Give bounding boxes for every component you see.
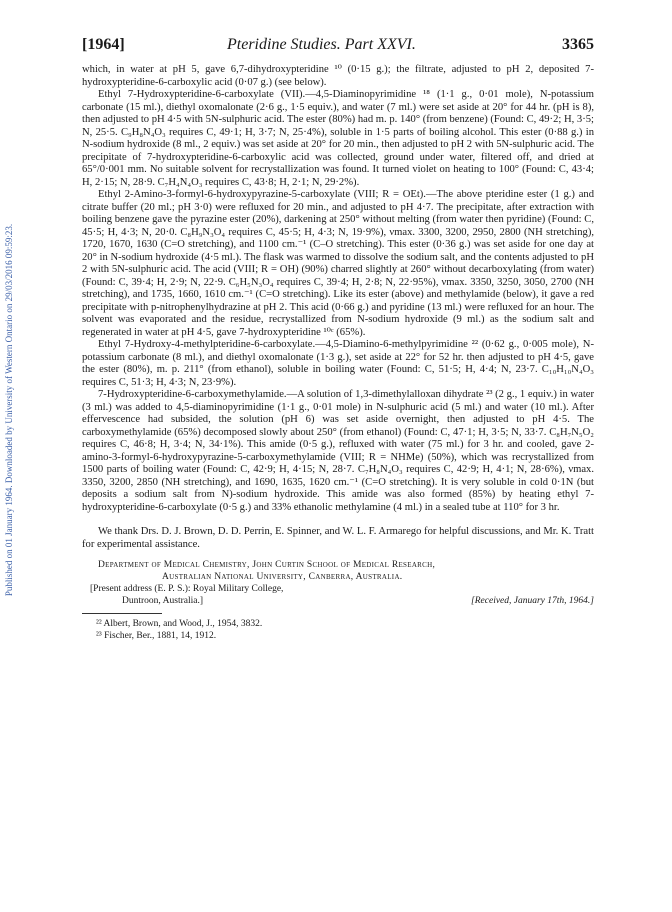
- article-body: [82, 64, 594, 642]
- footnote-divider: [82, 613, 162, 614]
- address-line: [Present address (E. P. S.): Royal Military College,: [90, 584, 284, 594]
- paragraph: Ethyl 7-Hydroxypteridine-6-carboxylate (VII).—4,5-Diaminopyrimidine ¹⁸ (1·1 g., 0·01 mole), N-potassium carbonate (15 ml.), diethyl oxomalonate (2·6 g., 1·5 equiv.), and water (7 ml.) were set aside at 20° for 44 hr. (pH is 8), then adjusted to pH 4·5 with 5N-sulphuric acid. The ester (80%) had m. p. 140° (from benzene) (Found: C, 49·2; H, 3·5; N, 25·5. C₉H₈N₄O₃ requires C, 49·1; H, 3·7; N, 25·4%), soluble in 1·5 parts of boiling alcohol. This ester (0·88 g.) in N-sodium hydroxide (8 ml., 2 equiv.) was set aside at 20° for 20 min., then adjusted to pH 2 with 5N-sulphuric acid. The precipitate of 7-hydroxypteridine-6-carboxylic acid was collected, ground under water, filtered off, and dried at 65°/0·001 mm. No suitable solvent for recrystallization was found. It turned violet on heating to 100° (Found: C, 43·4; H, 2·15; N, 28·9. C₇H₄N₄O₃ requires C, 43·8; H, 2·1; N, 29·2%).: [82, 89, 594, 188]
- footnote: ²³ Fischer, Ber., 1881, 14, 1912.: [96, 631, 217, 641]
- address-line: Department of Medical Chemistry, John Curtin School of Medical Research,: [98, 560, 436, 570]
- footnotes: [82, 618, 594, 642]
- paragraph: Ethyl 7-Hydroxy-4-methylpteridine-6-carboxylate.—4,5-Diamino-6-methylpyrimidine ²² (0·62 g., 0·005 mole), N-potassium carbonate (8 ml.), and diethyl oxomalonate (1·3 g.), set aside at 22° for 52 hr. then adjusted to pH 4·5, gave the ester (80%), m. p. 211° (from ethanol), soluble in boiling water (Found: C, 51·5; H, 4·4; N, 23·7. C₁₀H₁₀N₄O₃ requires C, 51·3; H, 4·3; N, 23·9%).: [82, 339, 594, 388]
- paragraph: Ethyl 2-Amino-3-formyl-6-hydroxypyrazine-5-carboxylate (VIII; R = OEt).—The above pteridine ester (1 g.) and citrate buffer (20 ml.; pH 3·0) were refluxed for 20 min., and adjusted to pH 4·7. The precipitate, after extraction with boiling benzene gave the pyrazine ester (20%), darkening at 250° without melting (from water then pyridine) (Found: C, 45·5; H, 4·3; N, 20·0. C₈H₉N₃O₄ requires C, 45·5; H, 4·3; N, 19·9%), νmax. 3300, 3200, 2950, 2800 (NH stretching), 1720, 1670, 1630 (C=O stretching), and 1100 cm.⁻¹ (C–O stretching). This ester (0·36 g.) was set aside for one day at 20° in N-sodium hydroxide (4·5 ml.). The flask was warmed to dissolve the sodium salt, and the contents adjusted to pH 2 with 5N-sulphuric acid. The acid (VIII; R = OH) (90%) charred slightly at 260° without decarboxylating (from water) (Found: C, 39·4; H, 2·9; N, 22·9. C₆H₅N₃O₄ requires C, 39·4; H, 2·8; N, 22·95%), νmax. 3350, 3250, 3050, 2700 (NH stretching), and 1735, 1660, 1610 cm.⁻¹ (C=O stretching). Like its ester (above) and methylamide (below), it gave a red precipitate with p-nitrophenylhydrazine at pH 2. This acid (0·66 g.) and pyridine (13 ml.) were refluxed for an hour. The solvent was evaporated and the residue, recrystallized from N-sodium hydroxide (9 ml.) as the sodium salt and regenerated in water at pH 4·5, gave 7-hydroxypteridine ¹⁰ᶜ (65%).: [82, 189, 594, 338]
- author-address: [82, 559, 594, 607]
- header-title: Pteridine Studies. Part XXVI.: [227, 36, 416, 53]
- acknowledgement: We thank Drs. D. J. Brown, D. D. Perrin, E. Spinner, and W. L. F. Armarego for helpful discussions, and Mr. K. Tratt for experimental assistance.: [82, 526, 594, 550]
- footnote: ²² Albert, Brown, and Wood, J., 1954, 3832.: [96, 619, 263, 629]
- paragraph: which, in water at pH 5, gave 6,7-dihydroxypteridine ¹⁰ (0·15 g.); the filtrate, adjusted to pH 2, deposited 7-hydroxypteridine-6-carboxylic acid (0·07 g.) (see below).: [82, 64, 594, 88]
- running-header: [82, 36, 594, 58]
- received-date: [Received, January 17th, 1964.]: [471, 596, 594, 606]
- address-line: Australian National University, Canberra, Australia.: [162, 572, 403, 582]
- header-year: [1964]: [82, 36, 125, 53]
- paragraph: 7-Hydroxypteridine-6-carboxymethylamide.—A solution of 1,3-dimethylalloxan dihydrate ²³ (2 g., 1 equiv.) in water (3 ml.) was added to 4,5-diaminopyrimidine (1·1 g., 0·01 mole) in N-sulphuric acid (5 ml.) and water (10 ml.). After effervescence had subsided, the solution (pH 6) was set aside overnight, then adjusted to pH 4·5. The carboxymethylamide (65%) decomposed slowly about 250° (from ethanol) (Found: C, 47·1; H, 3·5; N, 33·7. C₈H₇N₅O₂ requires C, 46·8; H, 3·4; N, 34·1%). This amide (0·5 g.), refluxed with water (75 ml.) for 3 hr. and cooled, gave 2-amino-3-formyl-6-hydroxypyrazine-5-carboxymethylamide (VIII; R = NHMe) (50%), which was recrystallized from 1500 parts of boiling water (Found: C, 42·9; H, 4·15; N, 28·7. C₇H₈N₄O₃ requires C, 42·9; H, 4·1; N, 28·6%), νmax. 3350, 3200, 2850 (NH stretching), and 1690, 1635, 1620 cm.⁻¹ (C=O stretching). It is very soluble in cold 0·1N (but deposits a sodium salt from N)-sodium hydroxide. This amide was also formed (85%) by heating ethyl 7-hydroxypteridine-6-carboxylate (0·5 g.) and 33% ethanolic methylamine (4 ml.) in a sealed tube at 110° for 3 hr.: [82, 389, 594, 513]
- page-number: 3365: [562, 36, 594, 53]
- watermark-text: Published on 01 January 1964. Downloaded by University of Western Ontario on 29/03/2016 09:59:23.: [4, 223, 14, 597]
- address-line: Duntroon, Australia.]: [122, 596, 204, 606]
- download-watermark: [2, 160, 16, 660]
- address-line-row: [82, 595, 594, 607]
